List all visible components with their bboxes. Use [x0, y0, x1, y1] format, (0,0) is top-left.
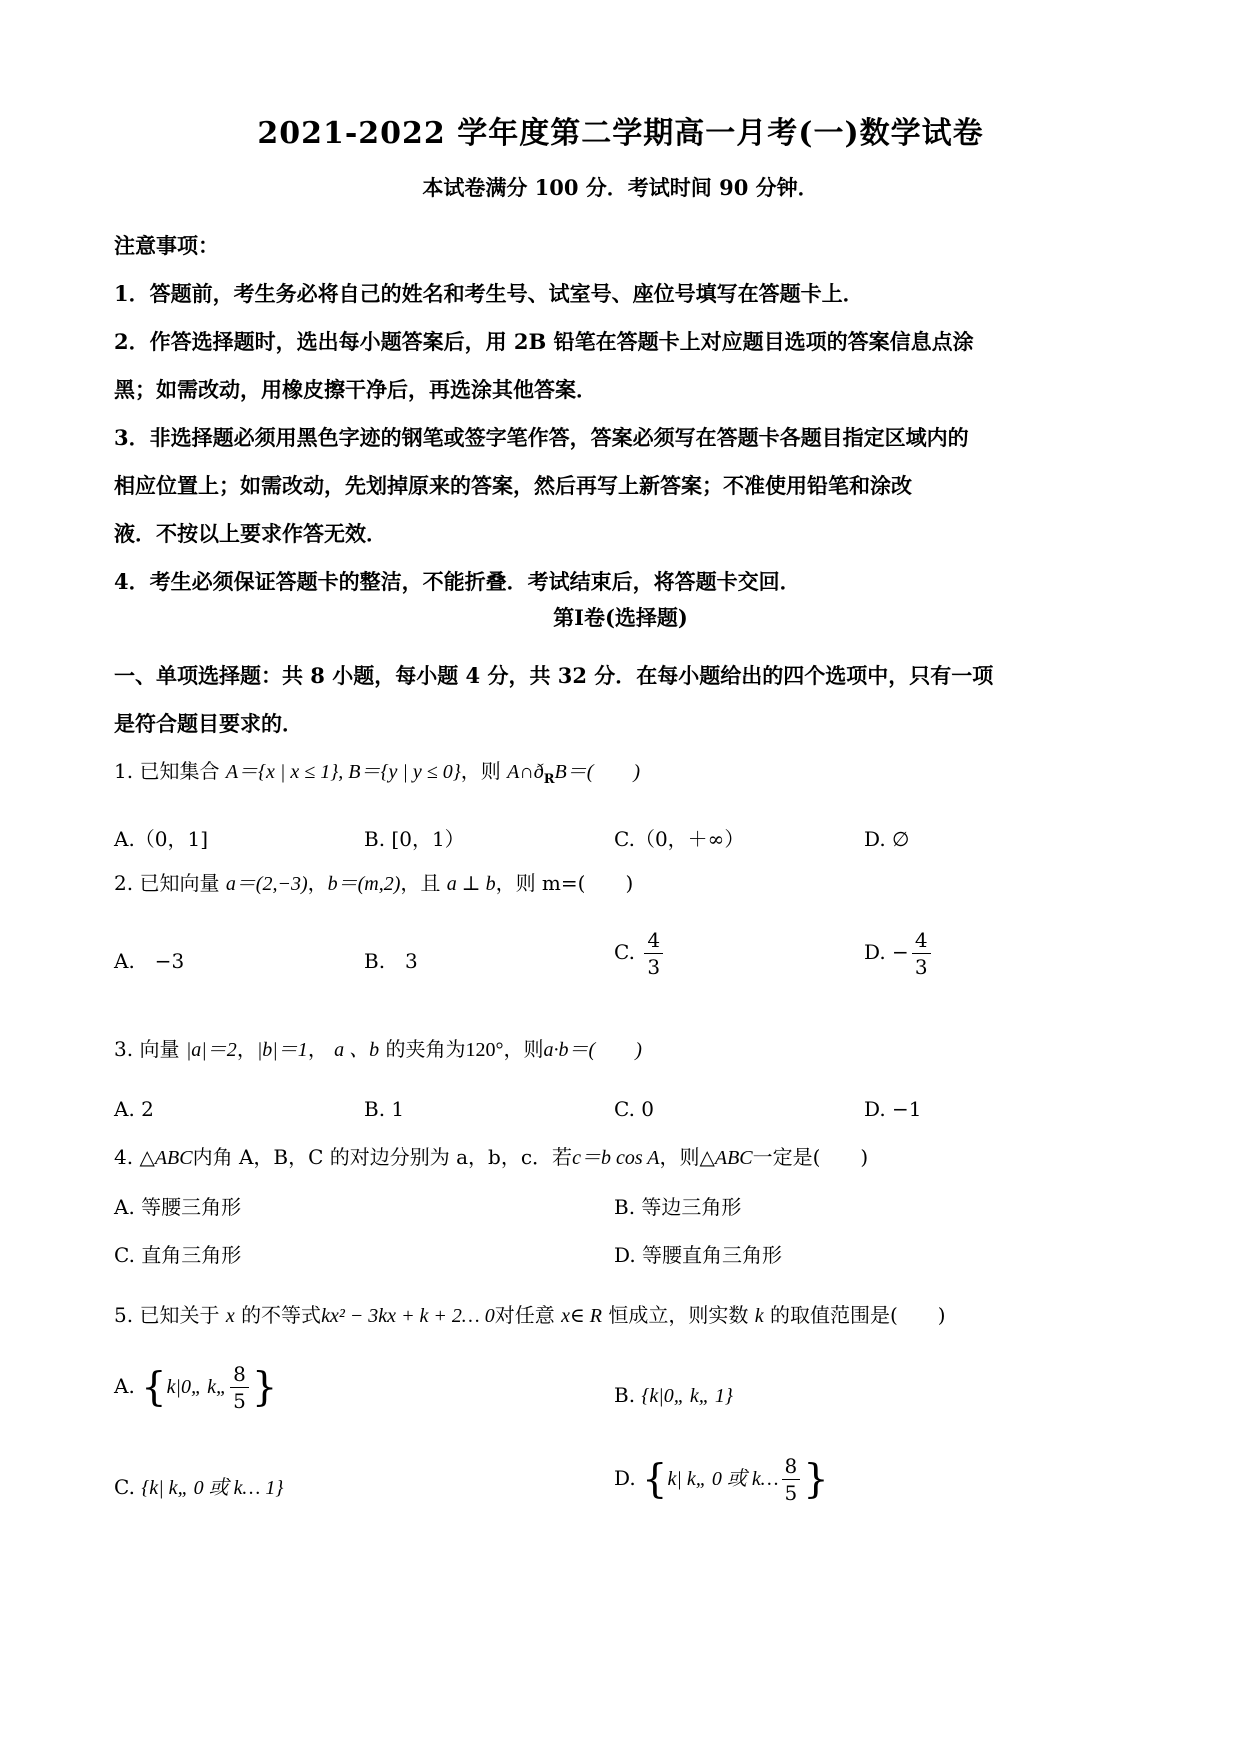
question-5-mid-1: 的不等式	[241, 1303, 322, 1327]
question-5-option-a-label: A.	[114, 1374, 135, 1398]
question-1-expr: A∩ð	[507, 761, 544, 783]
question-3-stem	[114, 1032, 1134, 1067]
note-item-3-line-1: 3．非选择题必须用黑色字迹的钢笔或签字笔作答，答案必须写在答题卡各题目指定区域内的	[114, 425, 969, 450]
right-brace-icon: }	[803, 1456, 829, 1503]
question-2-option-d	[864, 927, 934, 980]
section-desc-line-1: 一、单项选择题：共 8 小题，每小题 4 分，共 32 分．在每小题给出的四个选项中，只有一项	[114, 663, 994, 688]
notes-heading: 注意事项：	[114, 233, 219, 258]
question-5-option-a-fraction	[230, 1361, 249, 1414]
question-5-option-a	[114, 1361, 277, 1414]
question-2-option-d-sign: −	[892, 940, 909, 964]
question-2-sep: ，	[307, 871, 328, 895]
question-5-option-b-set: {k|0„ k„ 1}	[641, 1385, 733, 1407]
question-1-option-d: D. ∅	[864, 827, 910, 851]
question-5-mid-3: 恒成立，则实数	[608, 1303, 749, 1327]
note-item-4: 4．考生必须保证答题卡的整洁，不能折叠．考试结束后，将答题卡交回．	[114, 569, 801, 594]
section-title: 第I卷(选择题)	[553, 605, 688, 630]
question-5-option-c	[114, 1467, 283, 1508]
note-item-3-line-3: 液．不按以上要求作答无效．	[114, 521, 387, 546]
note-item-3-line-2: 相应位置上；如需改动，先划掉原来的答案，然后再写上新答案；不准使用铅笔和涂改	[114, 473, 912, 498]
question-5-option-c-label: C.	[114, 1475, 135, 1499]
question-4-option-b: B. 等边三角形	[614, 1195, 742, 1219]
question-5-option-b-label: B.	[614, 1383, 636, 1407]
question-5-option-d-label: D.	[614, 1466, 636, 1490]
question-5-stem	[114, 1298, 1134, 1333]
question-2-option-c	[614, 927, 666, 980]
question-5-option-d-numerator: 8	[782, 1453, 801, 1480]
question-2-mid: ，且	[400, 871, 441, 895]
question-3-option-c: C. 0	[614, 1097, 655, 1121]
question-4-options-row-2	[114, 1235, 1134, 1275]
question-5-option-d-fraction	[782, 1453, 801, 1506]
question-5-options-row-2	[114, 1453, 1134, 1523]
question-1-stem	[114, 754, 1134, 797]
exam-subtitle: 本试卷满分 100 分．考试时间 90 分钟．	[422, 175, 819, 200]
question-1-number: 1. 已知集合	[114, 759, 220, 783]
question-3	[114, 1032, 1134, 1129]
question-2-option-c-denominator: 3	[647, 955, 661, 979]
question-5-option-d	[614, 1453, 829, 1506]
question-2	[114, 866, 1134, 997]
question-3-mod-b: |b|＝1	[256, 1039, 308, 1061]
question-3-option-a: A. 2	[114, 1097, 154, 1121]
question-3-sep-1: ，	[236, 1037, 257, 1061]
question-5-options-row-1	[114, 1361, 1134, 1431]
question-3-options	[114, 1089, 1134, 1129]
question-4-triangle-2: △ABC	[699, 1147, 753, 1169]
question-3-vectors: a 、b	[334, 1039, 380, 1061]
question-5-number: 5. 已知关于	[114, 1303, 220, 1327]
question-5	[114, 1298, 1134, 1523]
question-5-var-k: k	[754, 1305, 764, 1327]
question-1-options	[114, 819, 1134, 859]
question-4-options-row-1	[114, 1187, 1134, 1227]
question-2-option-d-numerator: 4	[912, 927, 931, 954]
exam-title: 2021-2022 学年度第二学期高一月考(一)数学试卷	[257, 116, 984, 151]
question-5-option-b	[614, 1375, 733, 1416]
question-2-option-d-denominator: 3	[914, 955, 928, 979]
question-3-angle: 120°	[465, 1039, 504, 1061]
section-description	[114, 652, 1134, 748]
question-3-sep-2: ，	[307, 1037, 328, 1061]
question-3-mid: 的夹角为	[385, 1037, 466, 1061]
question-5-tail: 的取值范围是( )	[769, 1303, 946, 1327]
question-5-option-a-set: k|0„ k„	[166, 1376, 228, 1398]
question-4-stem	[114, 1140, 1134, 1175]
question-2-option-d-fraction	[912, 927, 931, 980]
note-item-2-line-2: 黑；如需改动，用橡皮擦干净后，再选涂其他答案．	[114, 377, 597, 402]
question-2-number: 2. 已知向量	[114, 871, 220, 895]
question-5-option-a-numerator: 8	[230, 1361, 249, 1388]
question-5-mid-2: 对任意	[494, 1303, 555, 1327]
question-1-option-b: B. [0，1）	[364, 827, 465, 851]
question-2-perp: a ⊥ b	[446, 873, 496, 895]
question-3-number: 3. 向量	[114, 1037, 180, 1061]
question-2-vector-a: a＝(2,−3)	[225, 873, 308, 895]
question-3-dot: a·b＝( )	[543, 1039, 642, 1061]
question-5-inequality: kx² − 3kx + k + 2… 0	[321, 1305, 495, 1327]
left-brace-icon: {	[642, 1456, 668, 1503]
question-5-var-x: x	[225, 1305, 235, 1327]
question-3-option-d: D. −1	[864, 1097, 922, 1121]
question-5-option-c-set: {k| k„ 0 或 k… 1}	[141, 1477, 284, 1499]
question-4-triangle-1: △ABC	[139, 1147, 193, 1169]
question-3-option-b: B. 1	[364, 1097, 405, 1121]
question-5-option-a-denominator: 5	[233, 1389, 246, 1413]
question-2-stem	[114, 866, 1134, 901]
notes-block	[114, 222, 1134, 606]
note-item-1: 1．答题前，考生务必将自己的姓名和考生号、试室号、座位号填写在答题卡上．	[114, 281, 864, 306]
left-brace-icon: {	[141, 1364, 167, 1411]
question-3-mod-a: |a|＝2	[185, 1039, 237, 1061]
question-1-option-a: A.（0，1]	[114, 827, 209, 851]
question-4	[114, 1140, 1134, 1275]
question-1-then: ，则	[460, 759, 501, 783]
question-5-option-d-set: k| k„ 0 或 k…	[667, 1468, 779, 1490]
question-2-option-d-label: D.	[864, 940, 886, 964]
question-1-sub: R	[543, 772, 555, 787]
question-4-mid-1: 内角 A，B，C 的对边分别为 a，b，c．若	[192, 1145, 573, 1169]
question-2-option-c-numerator: 4	[644, 927, 663, 954]
question-4-tail: 一定是( )	[752, 1145, 869, 1169]
question-2-option-a: A. −3	[114, 949, 185, 973]
question-4-condition: c＝b cos A	[572, 1147, 660, 1169]
question-2-tail: ，则 m=( )	[495, 871, 634, 895]
question-5-option-d-denominator: 5	[784, 1481, 798, 1505]
section-desc-line-2: 是符合题目要求的．	[114, 711, 303, 736]
question-1-option-c: C.（0，＋∞）	[614, 827, 745, 851]
question-3-then: ，则	[503, 1037, 544, 1061]
question-2-option-c-fraction	[644, 927, 663, 980]
question-1-expr-tail: B＝( )	[554, 761, 641, 783]
note-item-2-line-1: 2．作答选择题时，选出每小题答案后，用 2B 铅笔在答题卡上对应题目选项的答案信息点涂	[114, 329, 974, 354]
question-4-mid-2: ，则	[659, 1145, 700, 1169]
question-4-number: 4.	[114, 1145, 134, 1169]
right-brace-icon: }	[251, 1364, 278, 1411]
question-4-option-a: A. 等腰三角形	[114, 1195, 242, 1219]
question-1	[114, 754, 1134, 859]
question-2-option-c-label: C.	[614, 940, 635, 964]
question-2-option-b: B. 3	[364, 949, 418, 973]
question-4-option-c: C. 直角三角形	[114, 1243, 242, 1267]
question-1-sets: A＝{x | x ≤ 1}, B＝{y | y ≤ 0}	[225, 761, 461, 783]
question-2-options	[114, 927, 1134, 997]
question-4-option-d: D. 等腰直角三角形	[614, 1243, 783, 1267]
question-2-vector-b: b＝(m,2)	[327, 873, 401, 895]
question-5-domain: x∈ R	[561, 1305, 602, 1327]
